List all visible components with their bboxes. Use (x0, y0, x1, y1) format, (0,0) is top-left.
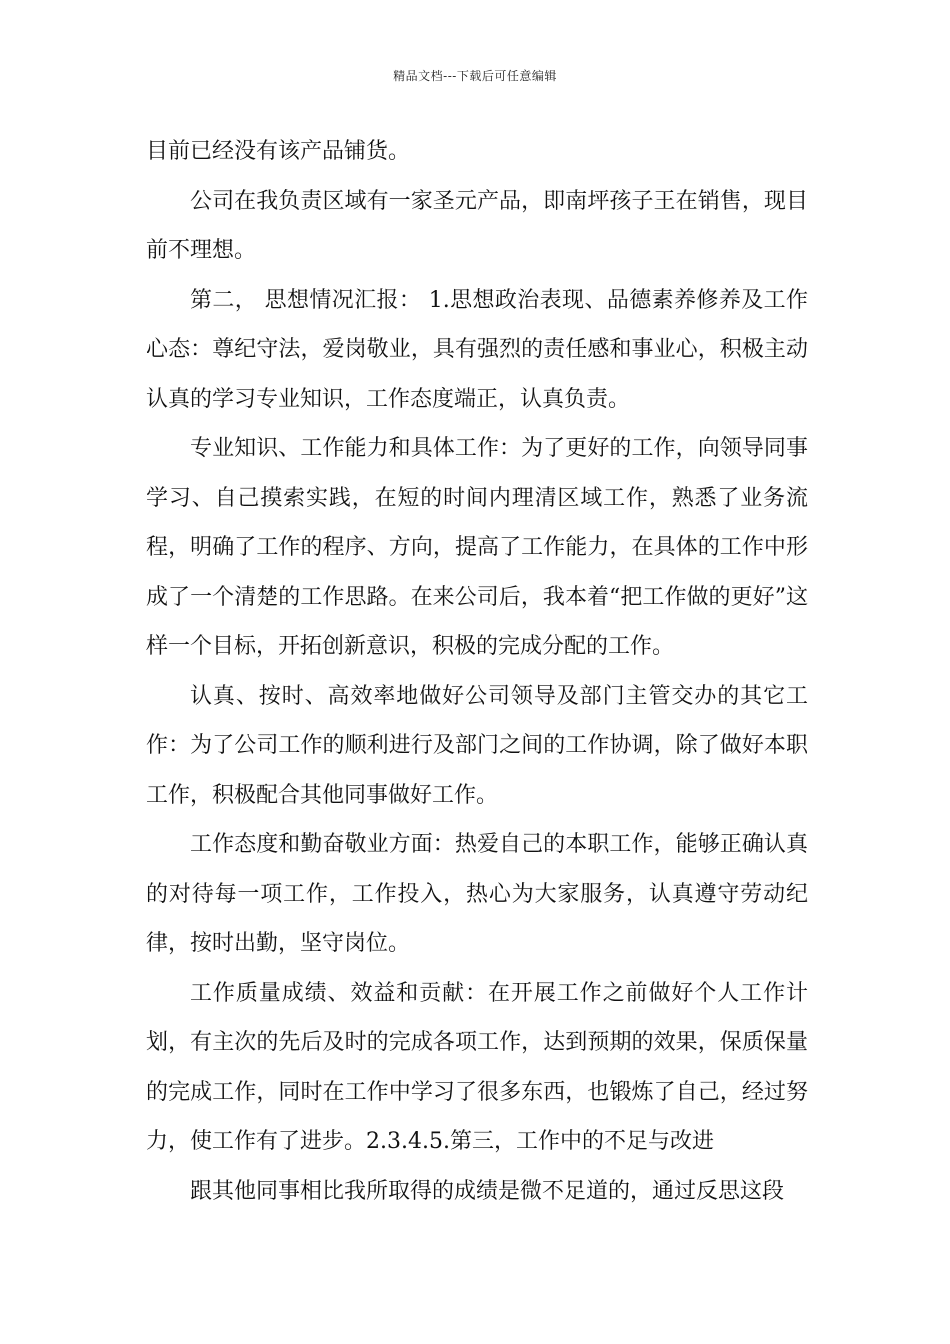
paragraph: 工作态度和勤奋敬业方面：热爱自己的本职工作，能够正确认真的对待每一项工作，工作投入，热心为大家服务，认真遵守劳动纪律，按时出勤，坚守岗位。 (146, 832, 808, 956)
paragraph-continuation: 目前已经没有该产品铺货。 (146, 139, 411, 164)
paragraph: 工作质量成绩、效益和贡献：在开展工作之前做好个人工作计划，有主次的先后及时的完成各项工作，达到预期的效果，保质保量的完成工作，同时在工作中学习了很多东西，也锻炼了自己，经过努力，使工作有了进步。2.3.4.5.第三，工作中的不足与改进 (146, 980, 808, 1154)
paragraph: 第二， 思想情况汇报： 1.思想政治表现、品德素养修养及工作心态：尊纪守法，爱岗敬业，具有强烈的责任感和事业心，积极主动认真的学习专业知识，工作态度端正，认真负责。 (146, 287, 808, 412)
paragraph: 公司在我负责区域有一家圣元产品，即南坪孩子王在销售，现目前不理想。 (146, 188, 808, 263)
paragraph: 认真、按时、高效率地做好公司领导及部门主管交办的其它工作：为了公司工作的顺利进行及部门之间的工作协调，除了做好本职工作，积极配合其他同事做好工作。 (146, 683, 808, 808)
paragraph: 跟其他同事相比我所取得的成绩是微不足道的，通过反思这段 (190, 1178, 785, 1204)
document-body (146, 127, 808, 1216)
paragraph: 专业知识、工作能力和具体工作：为了更好的工作，向领导同事学习、自己摸索实践，在短的时间内理清区域工作，熟悉了业务流程，明确了工作的程序、方向，提高了工作能力，在具体的工作中形成了一个清楚的工作思路。在来公司后，我本着“把工作做的更好”这样一个目标，开拓创新意识，积极的完成分配的工作。 (146, 436, 808, 659)
page-header: 精品文档---下载后可任意编辑 (393, 69, 557, 83)
